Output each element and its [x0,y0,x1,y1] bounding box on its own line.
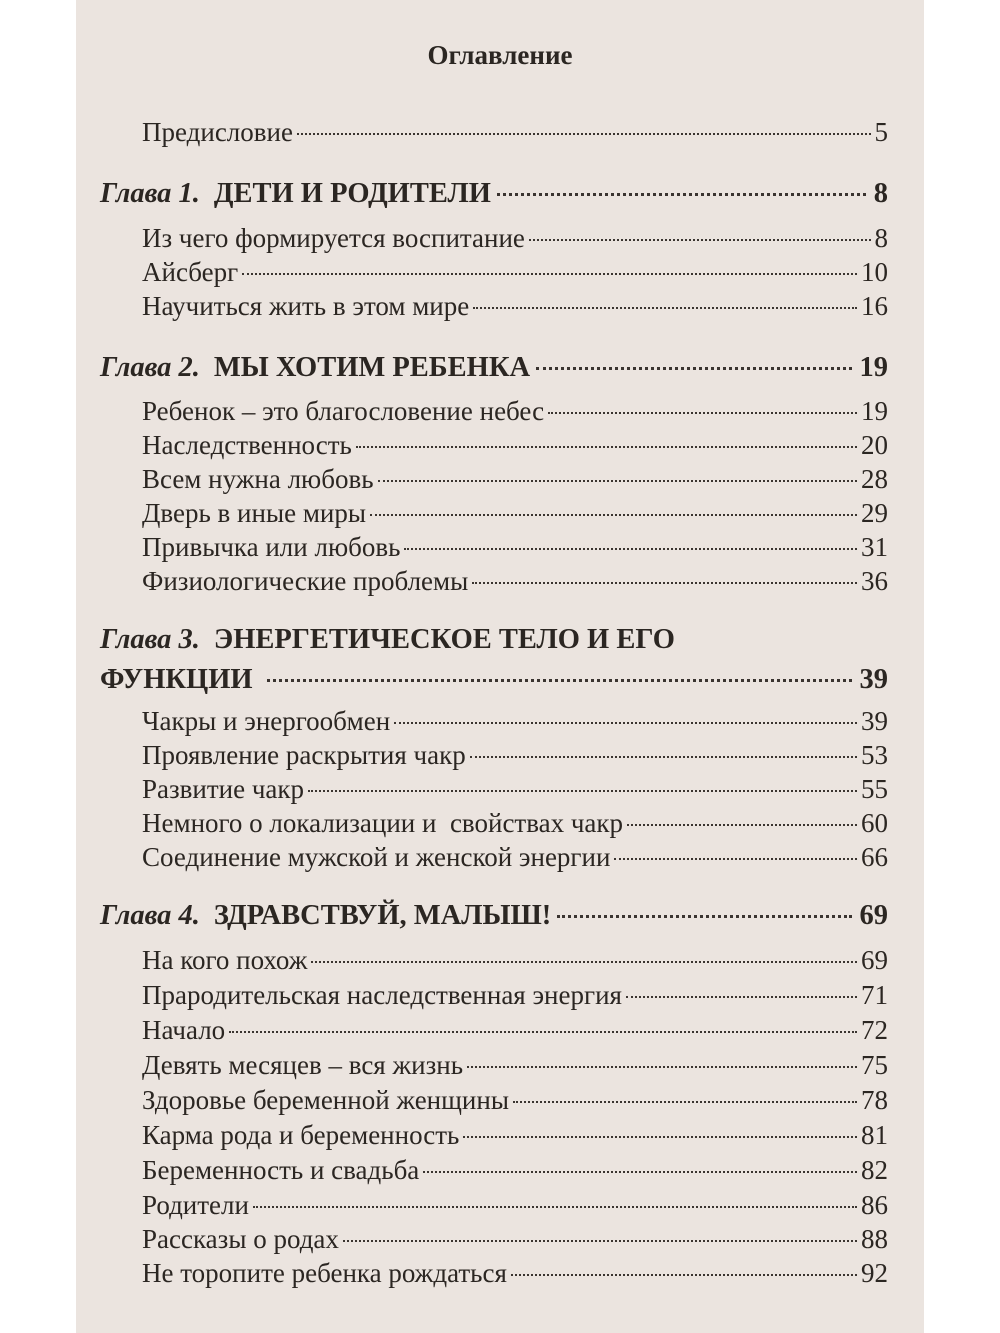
entry-page-number: 16 [861,291,888,321]
toc-entry[interactable] [142,1187,888,1223]
entry-label: Прародительская наследственная энергия [142,980,622,1010]
dot-leader [343,1240,857,1242]
dot-leader [297,133,871,135]
toc-chapter-3-continued[interactable] [100,662,888,698]
entry-label: Беременность и свадьба [142,1155,420,1185]
entry-label: Немного о локализации и свойствах чакр [142,808,624,838]
dot-leader [626,996,857,998]
toc-entry[interactable] [142,703,888,739]
dot-leader [472,582,857,584]
entry-page-number: 78 [861,1085,888,1115]
dot-leader [356,446,857,448]
dot-leader [467,1066,857,1068]
toc-entry[interactable] [142,254,888,290]
entry-page-number: 75 [861,1050,888,1080]
toc-entry[interactable] [142,1117,888,1153]
chapter-title: ЗДРАВСТВУЙ, МАЛЫШ! [213,900,552,931]
toc-entry[interactable] [142,1255,888,1291]
entry-page-number: 28 [861,464,888,494]
dot-leader [557,915,851,918]
entry-label: Из чего формируется воспитание [142,223,525,253]
entry-label: Развитие чакр [142,774,305,804]
entry-label: На кого похож [142,945,308,975]
toc-entry[interactable] [142,1082,888,1118]
toc-entry[interactable] [142,1152,888,1188]
dot-leader [470,756,857,758]
toc-entry[interactable] [142,1221,888,1257]
chapter-page-number: 39 [859,664,888,695]
chapter-label: Глава 4. [100,900,200,931]
dot-leader [463,1136,857,1138]
entry-label: Научиться жить в этом мире [142,291,470,321]
chapter-label: Глава 3. [100,624,200,655]
toc-chapter-1[interactable] [100,176,888,212]
entry-page-number: 29 [861,498,888,528]
entry-page-number: 66 [861,842,888,872]
entry-label: Не торопите ребенка рождаться [142,1258,507,1288]
entry-label: Предисловие [142,117,293,147]
toc-entry[interactable] [142,288,888,324]
entry-page-number: 55 [861,774,888,804]
entry-page-number: 60 [861,808,888,838]
entry-label: Чакры и энергообмен [142,706,391,736]
dot-leader [423,1171,857,1173]
toc-entry[interactable] [142,461,888,497]
dot-leader [308,790,857,792]
entry-page-number: 53 [861,740,888,770]
toc-entry[interactable] [142,1012,888,1048]
dot-leader [404,548,857,550]
dot-leader [627,824,857,826]
entry-label: Наследственность [142,430,352,460]
entry-label: Карма рода и беременность [142,1120,460,1150]
entry-label: Привычка или любовь [142,532,401,562]
entry-label: Физиологические проблемы [142,566,469,596]
dot-leader [253,1206,857,1208]
dot-leader [311,961,857,963]
toc-entry[interactable] [142,839,888,875]
toc-entry[interactable] [142,737,888,773]
entry-label: Рассказы о родах [142,1224,339,1254]
toc-chapter-3[interactable] [100,622,888,658]
entry-page-number: 19 [861,396,888,426]
dot-leader [473,307,857,309]
dot-leader [536,367,851,370]
toc-entry[interactable] [142,427,888,463]
entry-label: Дверь в иные миры [142,498,367,528]
toc-entry[interactable] [142,495,888,531]
entry-page-number: 81 [861,1120,888,1150]
entry-page-number: 82 [861,1155,888,1185]
chapter-page-number: 69 [859,900,888,931]
dot-leader [548,412,857,414]
chapter-title-continued: ФУНКЦИИ [100,664,253,695]
entry-page-number: 36 [861,566,888,596]
entry-page-number: 72 [861,1015,888,1045]
chapter-label: Глава 2. [100,352,200,383]
chapter-page-number: 8 [873,178,888,209]
entry-page-number: 92 [861,1258,888,1288]
entry-label: Проявление раскрытия чакр [142,740,466,770]
entry-page-number: 5 [874,117,888,147]
dot-leader [229,1031,857,1033]
toc-entry[interactable] [142,942,888,978]
toc-entry[interactable] [142,1047,888,1083]
entry-page-number: 71 [861,980,888,1010]
entry-label: Родители [142,1190,249,1220]
entry-page-number: 86 [861,1190,888,1220]
toc-entry[interactable] [142,805,888,841]
dot-leader [370,514,857,516]
dot-leader [242,273,857,275]
entry-label: Начало [142,1015,226,1045]
entry-page-number: 88 [861,1224,888,1254]
entry-label: Айсберг [142,257,239,287]
toc-entry[interactable] [142,771,888,807]
entry-page-number: 8 [874,223,888,253]
entry-label: Девять месяцев – вся жизнь [142,1050,464,1080]
dot-leader [513,1101,857,1103]
entry-page-number: 69 [861,945,888,975]
entry-label: Всем нужна любовь [142,464,374,494]
toc-entry[interactable] [142,220,888,256]
book-page [76,0,924,1333]
chapter-title: МЫ ХОТИМ РЕБЕНКА [213,352,531,383]
dot-leader [511,1274,857,1276]
dot-leader [529,239,871,241]
toc-entry[interactable] [142,529,888,565]
chapter-title: ДЕТИ И РОДИТЕЛИ [213,178,491,209]
page-title: Оглавление [427,40,573,70]
entry-page-number: 39 [861,706,888,736]
chapter-title: ЭНЕРГЕТИЧЕСКОЕ ТЕЛО И ЕГО [213,624,675,655]
dot-leader [267,679,852,682]
entry-page-number: 10 [861,257,888,287]
entry-page-number: 31 [861,532,888,562]
toc-entry-preface[interactable] [142,114,888,150]
chapter-page-number: 19 [859,352,888,383]
entry-label: Соединение мужской и женской энергии [142,842,611,872]
entry-page-number: 20 [861,430,888,460]
chapter-label: Глава 1. [100,178,200,209]
dot-leader [614,858,857,860]
toc-entry[interactable] [142,977,888,1013]
toc-chapter-2[interactable] [100,350,888,386]
dot-leader [378,480,857,482]
toc-entry[interactable] [142,563,888,599]
entry-label: Здоровье беременной женщины [142,1085,509,1115]
entry-label: Ребенок – это благословение небес [142,396,545,426]
dot-leader [394,722,857,724]
toc-entry[interactable] [142,393,888,429]
toc-chapter-4[interactable] [100,898,888,934]
dot-leader [497,193,866,196]
